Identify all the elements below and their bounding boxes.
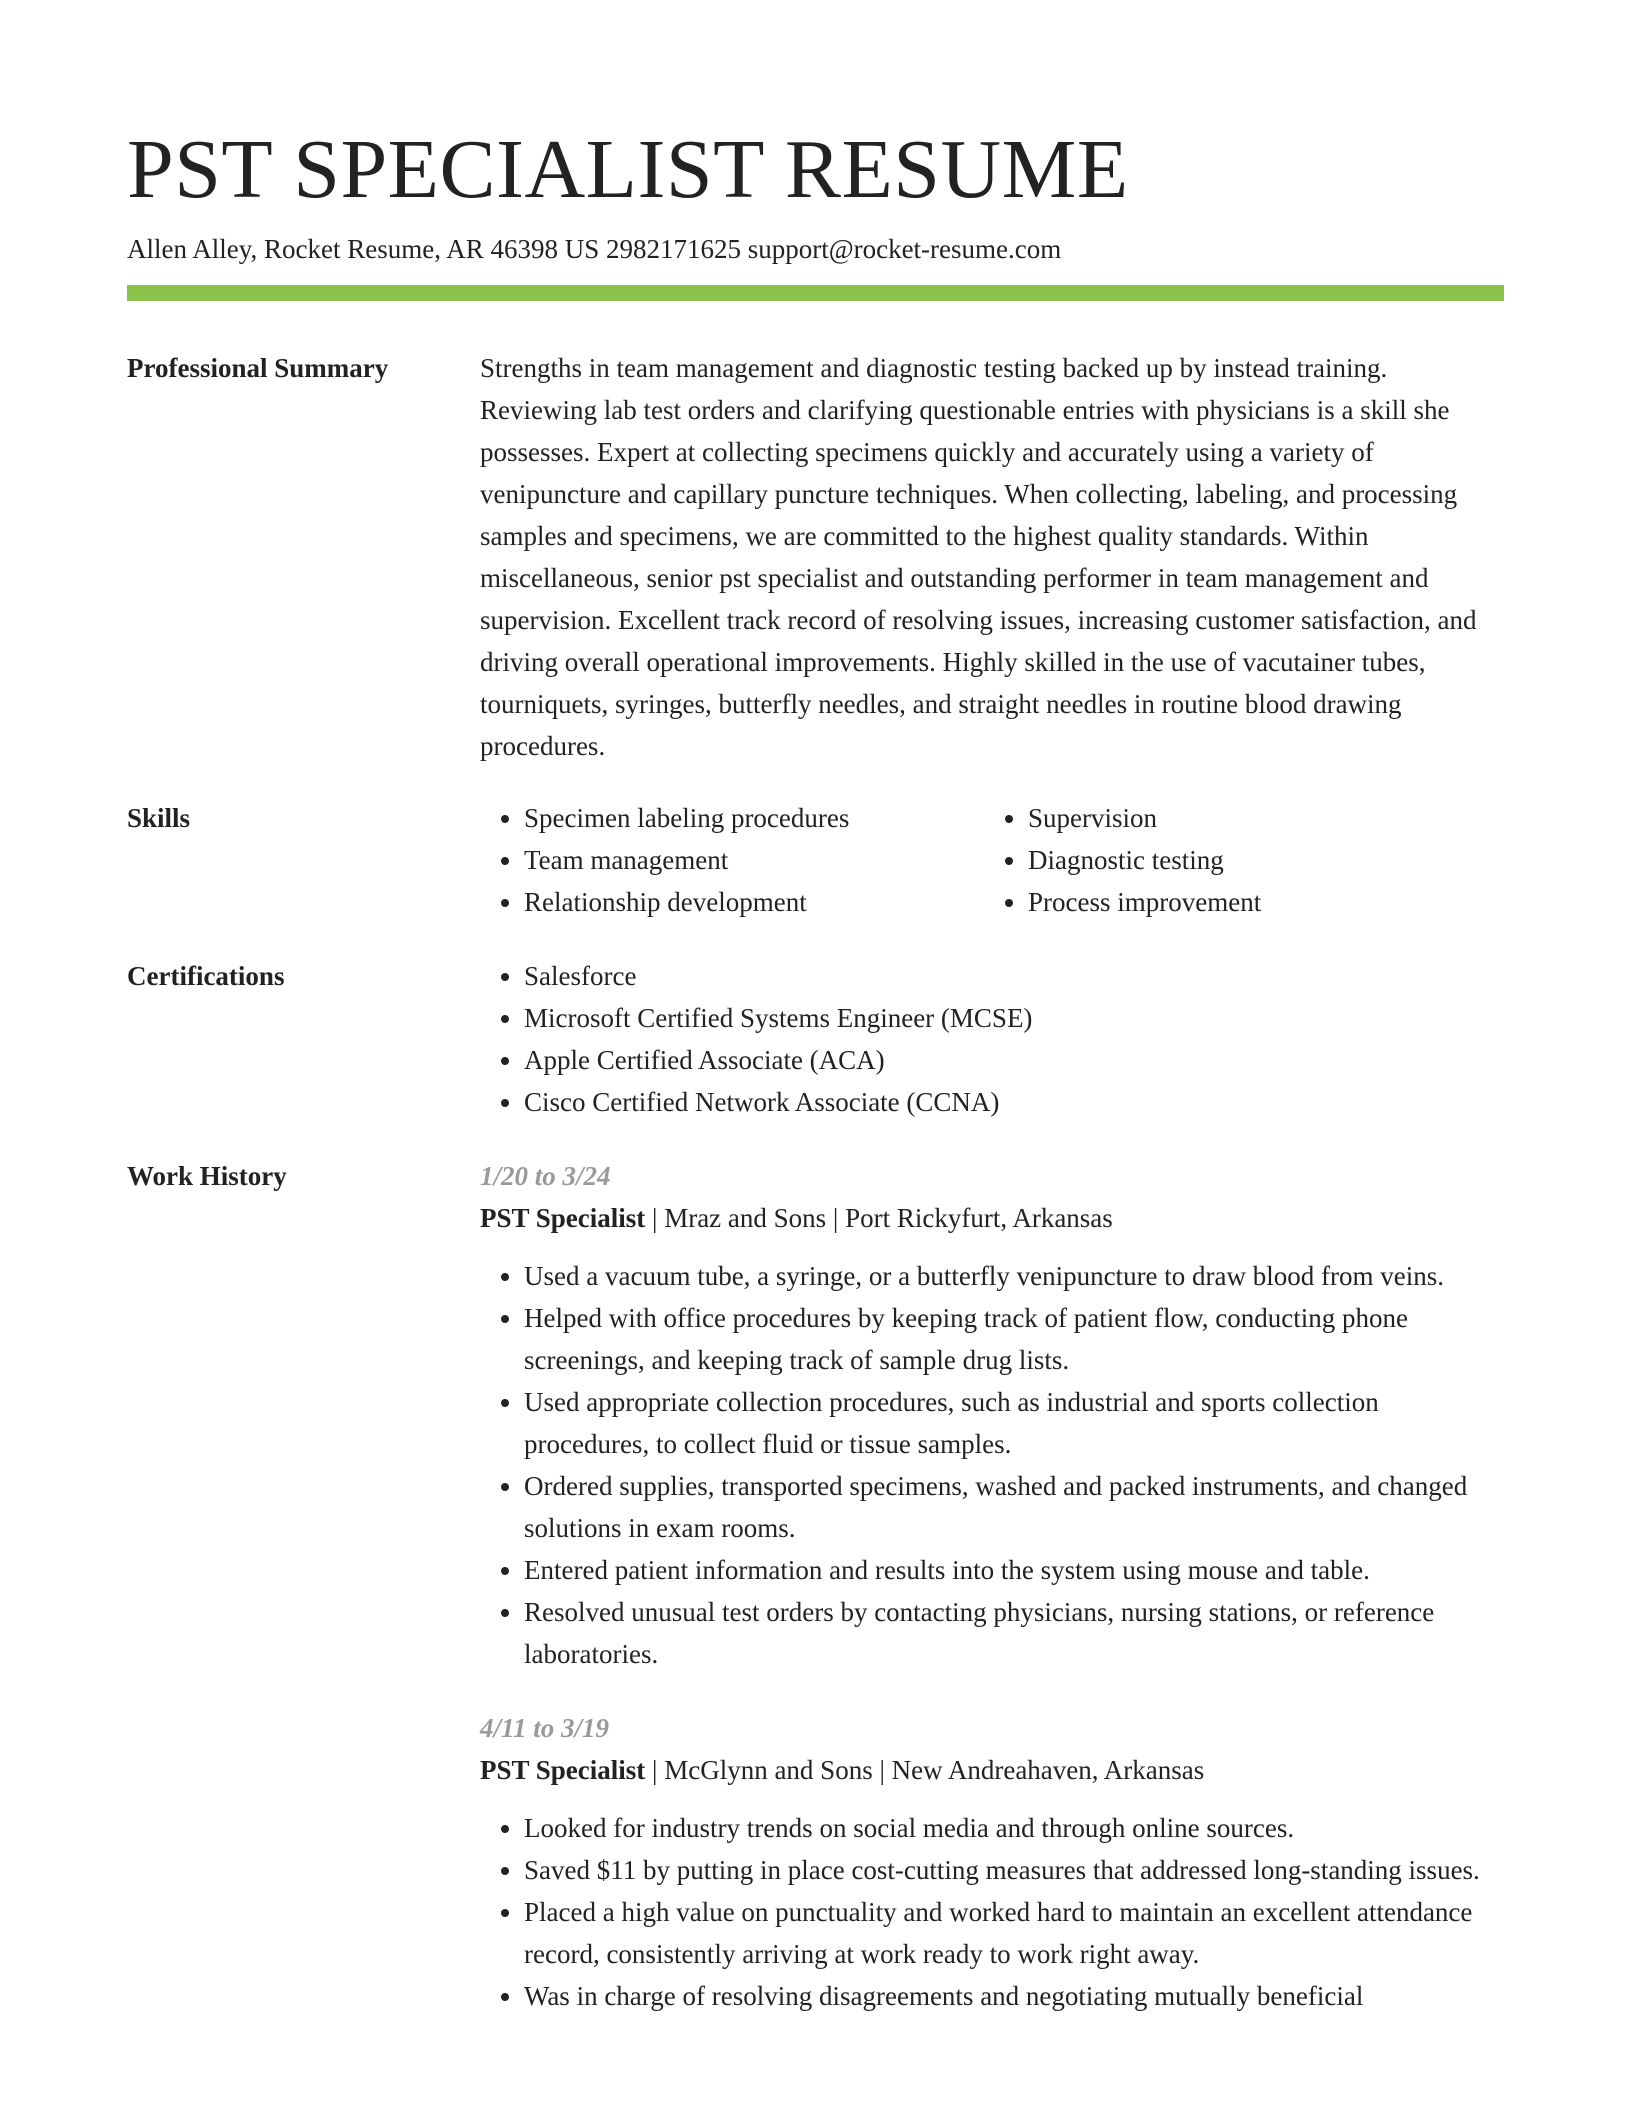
certifications-content [480,955,1504,1123]
skill-item: • Diagnostic testing [1028,839,1488,881]
skills-list-left [480,797,984,923]
skill-item: • Process improvement [1028,881,1488,923]
summary-content [480,347,1504,767]
job-bullet: • Helped with office procedures by keeping track of patient flow, conducting phone screenings, and keeping track of sample drug lists. [524,1297,1504,1381]
certification-item: • Apple Certified Associate (ACA) [524,1039,1504,1081]
job-bullet: • Placed a high value on punctuality and worked hard to maintain an excellent attendance record, consistently arriving at work ready to work right away. [524,1891,1504,1975]
certification-item: • Salesforce [524,955,1504,997]
job-bullet: • Used appropriate collection procedures, such as industrial and sports collection procedures, to collect fluid or tissue samples. [524,1381,1504,1465]
job-bullet: • Was in charge of resolving disagreements and negotiating mutually beneficial [524,1975,1504,2017]
summary-label: Professional Summary [127,353,389,383]
certification-item: • Cisco Certified Network Associate (CCNA) [524,1081,1504,1123]
job-details: | McGlynn and Sons | New Andreahaven, Arkansas [645,1755,1205,1785]
skill-item: • Specimen labeling procedures [524,797,984,839]
resume-title: PST SPECIALIST RESUME [127,123,1129,216]
job-bullet: • Entered patient information and results into the system using mouse and table. [524,1549,1504,1591]
job-bullets [480,1807,1504,2017]
work-history-content [480,1155,1504,2017]
skills-content [480,797,1504,923]
skills-list-right [984,797,1488,923]
job-title: PST Specialist [480,1203,646,1233]
work-history-label: Work History [127,1161,287,1191]
job-bullets [480,1255,1504,1675]
job-entry [480,1155,1504,1675]
job-bullet: • Resolved unusual test orders by contacting physicians, nursing stations, or reference laboratories. [524,1591,1504,1675]
certification-item: • Microsoft Certified Systems Engineer (MCSE) [524,997,1504,1039]
job-bullet: • Ordered supplies, transported specimens, washed and packed instruments, and changed solutions in exam rooms. [524,1465,1504,1549]
skill-item: • Relationship development [524,881,984,923]
job-bullet: • Used a vacuum tube, a syringe, or a butterfly venipuncture to draw blood from veins. [524,1255,1504,1297]
skills-label: Skills [127,803,191,833]
job-heading [480,1197,1504,1239]
job-dates: 4/11 to 3/19 [480,1713,610,1743]
certifications-label: Certifications [127,961,285,991]
skill-item: • Team management [524,839,984,881]
summary-text: Strengths in team management and diagnostic testing backed up by instead training. Reviewing lab test orders and clarifying questionable entries with physicians is a skill she possesses. Expert at collecting specimens quickly and accurately using a variety of venipuncture and capillary puncture techniques. When collecting, labeling, and processing samples and specimens, we are committed to the highest quality standards. Within miscellaneous, senior pst specialist and outstanding performer in team management and supervision. Excellent track record of resolving issues, increasing customer satisfaction, and driving overall operational improvements. Highly skilled in the use of vacutainer tubes, tourniquets, syringes, butterfly needles, and straight needles in routine blood drawing procedures. [480,353,1477,761]
job-entry [480,1707,1504,2017]
skill-item: • Supervision [1028,797,1488,839]
job-heading [480,1749,1504,1791]
job-title: PST Specialist [480,1755,646,1785]
job-dates: 1/20 to 3/24 [480,1161,611,1191]
job-bullet: • Looked for industry trends on social media and through online sources. [524,1807,1504,1849]
contact-line: Allen Alley, Rocket Resume, AR 46398 US 2982171625 support@rocket-resume.com [127,234,1062,264]
certifications-list [480,955,1504,1123]
header-divider [127,285,1504,301]
job-bullet: • Saved $11 by putting in place cost-cutting measures that addressed long-standing issues. [524,1849,1504,1891]
job-details: | Mraz and Sons | Port Rickyfurt, Arkansas [645,1203,1113,1233]
